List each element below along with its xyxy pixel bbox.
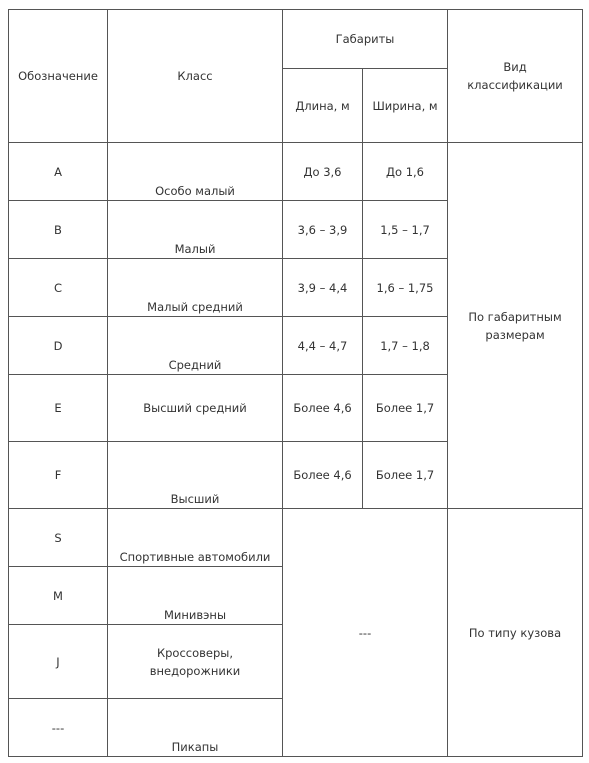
header-row-1 — [9, 10, 583, 69]
row-width: Более 1,7 — [363, 442, 448, 509]
row-code: A — [9, 143, 108, 201]
row-width: 1,6 – 1,75 — [363, 259, 448, 317]
row-class: Кроссоверы, внедорожники — [108, 625, 283, 699]
header-class: Класс — [108, 10, 283, 143]
row-class: Малый средний — [108, 259, 283, 317]
row-length: До 3,6 — [283, 143, 363, 201]
car-classification-table — [8, 9, 583, 757]
row-class: Минивэны — [108, 567, 283, 625]
row-class: Высший — [108, 442, 283, 509]
row-code: M — [9, 567, 108, 625]
row-length: Более 4,6 — [283, 375, 363, 442]
header-designation: Обозначение — [9, 10, 108, 143]
row-length: 4,4 – 4,7 — [283, 317, 363, 375]
row-class: Пикапы — [108, 699, 283, 757]
group-by-body: По типу кузова — [448, 509, 583, 757]
row-class: Малый — [108, 201, 283, 259]
row-length: Более 4,6 — [283, 442, 363, 509]
row-code: --- — [9, 699, 108, 757]
table-row — [9, 509, 583, 567]
group-by-size: По габаритным размерам — [448, 143, 583, 509]
row-width: До 1,6 — [363, 143, 448, 201]
body-dimensions-cell: --- — [283, 509, 448, 757]
header-width: Ширина, м — [363, 69, 448, 143]
row-class: Средний — [108, 317, 283, 375]
row-class: Особо малый — [108, 143, 283, 201]
row-code: E — [9, 375, 108, 442]
header-dimensions: Габариты — [283, 10, 448, 69]
table-row — [9, 143, 583, 201]
row-width: 1,7 – 1,8 — [363, 317, 448, 375]
row-code: C — [9, 259, 108, 317]
row-width: 1,5 – 1,7 — [363, 201, 448, 259]
header-length: Длина, м — [283, 69, 363, 143]
row-width: Более 1,7 — [363, 375, 448, 442]
header-classification-type: Вид классификации — [448, 10, 583, 143]
row-code: B — [9, 201, 108, 259]
row-code: J — [9, 625, 108, 699]
row-length: 3,6 – 3,9 — [283, 201, 363, 259]
row-length: 3,9 – 4,4 — [283, 259, 363, 317]
row-code: F — [9, 442, 108, 509]
row-code: S — [9, 509, 108, 567]
row-code: D — [9, 317, 108, 375]
row-class: Высший средний — [108, 375, 283, 442]
row-class: Спортивные автомобили — [108, 509, 283, 567]
